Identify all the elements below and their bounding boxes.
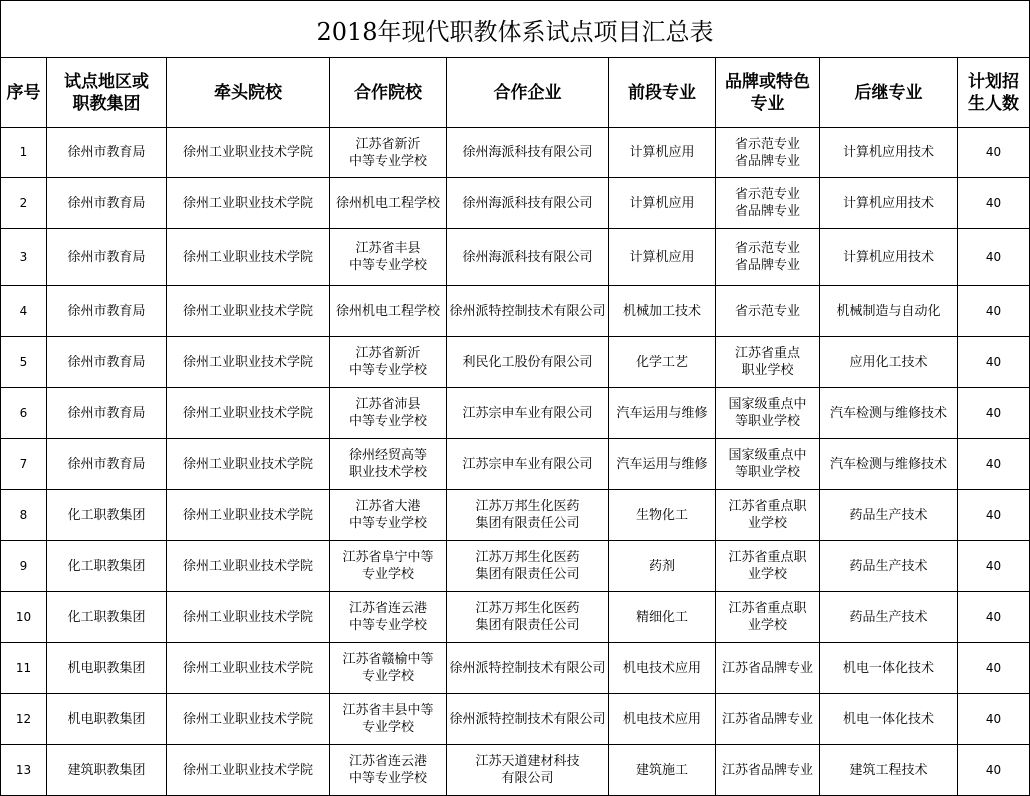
table-row (1, 694, 1030, 745)
cell-enrollment[interactable]: 40 (958, 388, 1030, 439)
cell-partner-school[interactable]: 江苏省新沂 中等专业学校 (330, 128, 447, 178)
header-cell-index[interactable]: 序号 (1, 58, 47, 128)
header-cell-front-major[interactable]: 前段专业 (609, 58, 716, 128)
cell-enrollment[interactable]: 40 (958, 541, 1030, 592)
table-row (1, 388, 1030, 439)
cell-front-major[interactable]: 机电技术应用 (609, 643, 716, 694)
cell-partner-school[interactable]: 徐州经贸高等 职业技术学校 (330, 439, 447, 490)
cell-index[interactable]: 9 (1, 541, 47, 592)
cell-lead-school[interactable]: 徐州工业职业技术学院 (167, 337, 330, 388)
cell-index[interactable]: 4 (1, 286, 47, 337)
cell-partner-school[interactable]: 江苏省连云港 中等专业学校 (330, 745, 447, 796)
cell-region[interactable]: 徐州市教育局 (47, 337, 167, 388)
cell-enrollment[interactable]: 40 (958, 439, 1030, 490)
cell-brand-major[interactable]: 省示范专业 (716, 286, 820, 337)
table-row (1, 286, 1030, 337)
cell-region[interactable]: 化工职教集团 (47, 592, 167, 643)
cell-region[interactable]: 建筑职教集团 (47, 745, 167, 796)
cell-lead-school[interactable]: 徐州工业职业技术学院 (167, 694, 330, 745)
cell-front-major[interactable]: 机电技术应用 (609, 694, 716, 745)
cell-region[interactable]: 化工职教集团 (47, 541, 167, 592)
cell-follow-major[interactable]: 机电一体化技术 (820, 643, 958, 694)
header-cell-brand-major[interactable]: 品牌或特色 专业 (716, 58, 820, 128)
table-row (1, 643, 1030, 694)
cell-front-major[interactable]: 机械加工技术 (609, 286, 716, 337)
cell-lead-school[interactable]: 徐州工业职业技术学院 (167, 286, 330, 337)
cell-region[interactable]: 徐州市教育局 (47, 128, 167, 178)
cell-lead-school[interactable]: 徐州工业职业技术学院 (167, 490, 330, 541)
cell-partner-company[interactable]: 江苏宗申车业有限公司 (447, 388, 609, 439)
table-row (1, 178, 1030, 229)
cell-lead-school[interactable]: 徐州工业职业技术学院 (167, 178, 330, 229)
cell-front-major[interactable]: 汽车运用与维修 (609, 439, 716, 490)
cell-follow-major[interactable]: 机械制造与自动化 (820, 286, 958, 337)
cell-index[interactable]: 5 (1, 337, 47, 388)
header-cell-lead-school[interactable]: 牵头院校 (167, 58, 330, 128)
cell-follow-major[interactable]: 汽车检测与维修技术 (820, 388, 958, 439)
cell-partner-school[interactable]: 徐州机电工程学校 (330, 286, 447, 337)
header-cell-enrollment[interactable]: 计划招 生人数 (958, 58, 1030, 128)
cell-lead-school[interactable]: 徐州工业职业技术学院 (167, 592, 330, 643)
cell-front-major[interactable]: 药剂 (609, 541, 716, 592)
table-row (1, 490, 1030, 541)
cell-enrollment[interactable]: 40 (958, 643, 1030, 694)
cell-partner-school[interactable]: 江苏省连云港 中等专业学校 (330, 592, 447, 643)
cell-partner-school[interactable]: 江苏省大港 中等专业学校 (330, 490, 447, 541)
cell-enrollment[interactable]: 40 (958, 229, 1030, 286)
cell-brand-major[interactable]: 省示范专业 省品牌专业 (716, 128, 820, 178)
cell-enrollment[interactable]: 40 (958, 286, 1030, 337)
cell-brand-major[interactable]: 江苏省重点职 业学校 (716, 592, 820, 643)
table-row (1, 337, 1030, 388)
cell-enrollment[interactable]: 40 (958, 128, 1030, 178)
cell-brand-major[interactable]: 国家级重点中 等职业学校 (716, 388, 820, 439)
cell-brand-major[interactable]: 省示范专业 省品牌专业 (716, 178, 820, 229)
cell-follow-major[interactable]: 计算机应用技术 (820, 178, 958, 229)
cell-index[interactable]: 12 (1, 694, 47, 745)
cell-region[interactable]: 机电职教集团 (47, 643, 167, 694)
cell-follow-major[interactable]: 机电一体化技术 (820, 694, 958, 745)
cell-index[interactable]: 6 (1, 388, 47, 439)
cell-enrollment[interactable]: 40 (958, 694, 1030, 745)
cell-follow-major[interactable]: 汽车检测与维修技术 (820, 439, 958, 490)
cell-enrollment[interactable]: 40 (958, 337, 1030, 388)
cell-partner-school[interactable]: 江苏省新沂 中等专业学校 (330, 337, 447, 388)
table-title: 2018年现代职教体系试点项目汇总表 (0, 0, 1030, 58)
table-row (1, 229, 1030, 286)
cell-partner-company[interactable]: 徐州派特控制技术有限公司 (447, 694, 609, 745)
cell-index[interactable]: 10 (1, 592, 47, 643)
cell-brand-major[interactable]: 江苏省品牌专业 (716, 745, 820, 796)
table-row (1, 592, 1030, 643)
cell-lead-school[interactable]: 徐州工业职业技术学院 (167, 643, 330, 694)
cell-partner-company[interactable]: 江苏宗申车业有限公司 (447, 439, 609, 490)
header-cell-region[interactable]: 试点地区或 职教集团 (47, 58, 167, 128)
table-row (1, 745, 1030, 796)
cell-front-major[interactable]: 化学工艺 (609, 337, 716, 388)
cell-front-major[interactable]: 生物化工 (609, 490, 716, 541)
cell-partner-company[interactable]: 江苏天道建材科技 有限公司 (447, 745, 609, 796)
cell-index[interactable]: 8 (1, 490, 47, 541)
cell-partner-company[interactable]: 徐州派特控制技术有限公司 (447, 643, 609, 694)
header-cell-follow-major[interactable]: 后继专业 (820, 58, 958, 128)
cell-partner-school[interactable]: 江苏省赣榆中等 专业学校 (330, 643, 447, 694)
cell-region[interactable]: 徐州市教育局 (47, 229, 167, 286)
cell-lead-school[interactable]: 徐州工业职业技术学院 (167, 541, 330, 592)
cell-index[interactable]: 1 (1, 128, 47, 178)
cell-brand-major[interactable]: 江苏省重点职 业学校 (716, 541, 820, 592)
cell-enrollment[interactable]: 40 (958, 745, 1030, 796)
cell-brand-major[interactable]: 国家级重点中 等职业学校 (716, 439, 820, 490)
cell-partner-company[interactable]: 江苏万邦生化医药 集团有限责任公司 (447, 541, 609, 592)
table-row (1, 541, 1030, 592)
table-row (1, 128, 1030, 178)
cell-brand-major[interactable]: 江苏省重点职 业学校 (716, 490, 820, 541)
cell-index[interactable]: 3 (1, 229, 47, 286)
cell-index[interactable]: 13 (1, 745, 47, 796)
cell-follow-major[interactable]: 药品生产技术 (820, 490, 958, 541)
cell-follow-major[interactable]: 建筑工程技术 (820, 745, 958, 796)
cell-enrollment[interactable]: 40 (958, 178, 1030, 229)
summary-table (0, 57, 1030, 796)
cell-lead-school[interactable]: 徐州工业职业技术学院 (167, 388, 330, 439)
cell-front-major[interactable]: 汽车运用与维修 (609, 388, 716, 439)
cell-front-major[interactable]: 建筑施工 (609, 745, 716, 796)
cell-front-major[interactable]: 精细化工 (609, 592, 716, 643)
table-row (1, 439, 1030, 490)
cell-partner-company[interactable]: 江苏万邦生化医药 集团有限责任公司 (447, 592, 609, 643)
cell-partner-school[interactable]: 江苏省丰县 中等专业学校 (330, 229, 447, 286)
cell-lead-school[interactable]: 徐州工业职业技术学院 (167, 745, 330, 796)
cell-partner-company[interactable]: 利民化工股份有限公司 (447, 337, 609, 388)
cell-region[interactable]: 徐州市教育局 (47, 178, 167, 229)
cell-index[interactable]: 2 (1, 178, 47, 229)
cell-index[interactable]: 11 (1, 643, 47, 694)
cell-region[interactable]: 徐州市教育局 (47, 439, 167, 490)
cell-front-major[interactable]: 计算机应用 (609, 178, 716, 229)
cell-partner-school[interactable]: 江苏省阜宁中等 专业学校 (330, 541, 447, 592)
cell-follow-major[interactable]: 药品生产技术 (820, 541, 958, 592)
cell-front-major[interactable]: 计算机应用 (609, 128, 716, 178)
cell-partner-company[interactable]: 徐州派特控制技术有限公司 (447, 286, 609, 337)
cell-follow-major[interactable]: 计算机应用技术 (820, 128, 958, 178)
cell-region[interactable]: 徐州市教育局 (47, 286, 167, 337)
cell-brand-major[interactable]: 省示范专业 省品牌专业 (716, 229, 820, 286)
cell-region[interactable]: 化工职教集团 (47, 490, 167, 541)
header-cell-partner-company[interactable]: 合作企业 (447, 58, 609, 128)
cell-enrollment[interactable]: 40 (958, 490, 1030, 541)
cell-follow-major[interactable]: 药品生产技术 (820, 592, 958, 643)
cell-region[interactable]: 徐州市教育局 (47, 388, 167, 439)
cell-enrollment[interactable]: 40 (958, 592, 1030, 643)
cell-partner-company[interactable]: 徐州海派科技有限公司 (447, 178, 609, 229)
cell-partner-company[interactable]: 江苏万邦生化医药 集团有限责任公司 (447, 490, 609, 541)
cell-brand-major[interactable]: 江苏省重点 职业学校 (716, 337, 820, 388)
cell-region[interactable]: 机电职教集团 (47, 694, 167, 745)
cell-lead-school[interactable]: 徐州工业职业技术学院 (167, 439, 330, 490)
cell-partner-company[interactable]: 徐州海派科技有限公司 (447, 128, 609, 178)
cell-lead-school[interactable]: 徐州工业职业技术学院 (167, 229, 330, 286)
cell-brand-major[interactable]: 江苏省品牌专业 (716, 694, 820, 745)
header-row (1, 58, 1030, 128)
cell-partner-school[interactable]: 江苏省沛县 中等专业学校 (330, 388, 447, 439)
cell-partner-school[interactable]: 江苏省丰县中等 专业学校 (330, 694, 447, 745)
cell-follow-major[interactable]: 应用化工技术 (820, 337, 958, 388)
cell-partner-school[interactable]: 徐州机电工程学校 (330, 178, 447, 229)
header-cell-partner-school[interactable]: 合作院校 (330, 58, 447, 128)
cell-partner-company[interactable]: 徐州海派科技有限公司 (447, 229, 609, 286)
cell-index[interactable]: 7 (1, 439, 47, 490)
cell-follow-major[interactable]: 计算机应用技术 (820, 229, 958, 286)
cell-brand-major[interactable]: 江苏省品牌专业 (716, 643, 820, 694)
cell-lead-school[interactable]: 徐州工业职业技术学院 (167, 128, 330, 178)
cell-front-major[interactable]: 计算机应用 (609, 229, 716, 286)
